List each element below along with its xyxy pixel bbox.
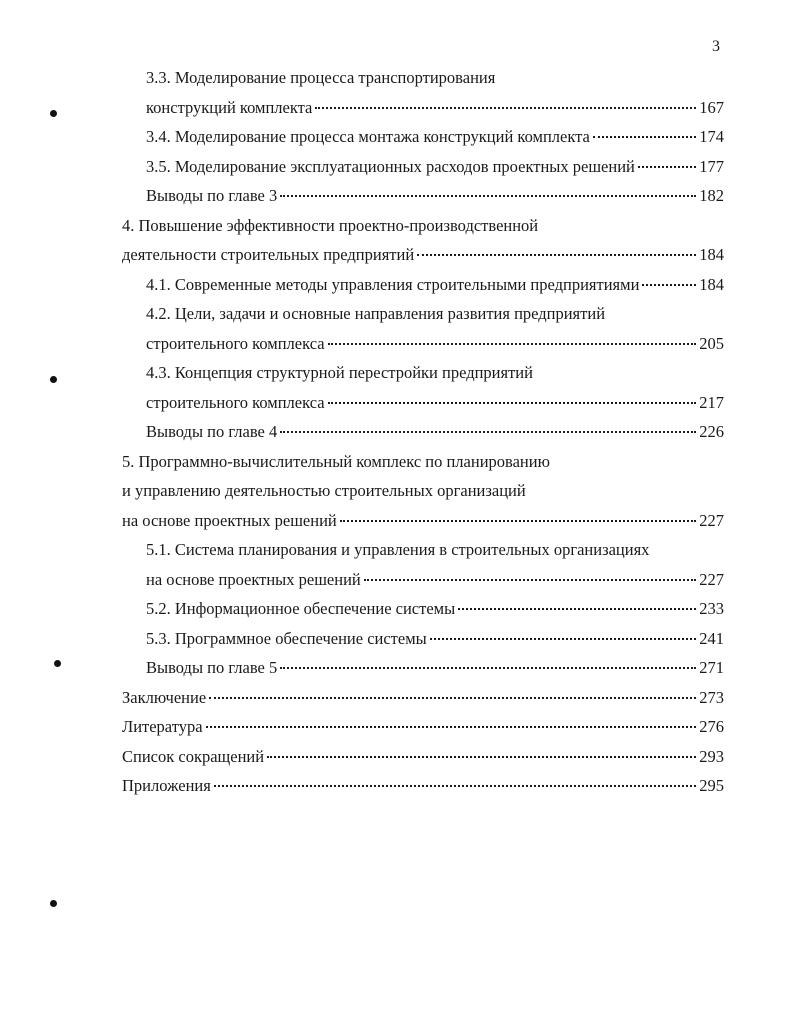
toc-entry-title: Выводы по главе 4 (146, 422, 278, 441)
leader-dots (593, 136, 696, 138)
toc-entry (146, 594, 724, 624)
leader-dots (267, 756, 696, 758)
toc-entry-title: 5.1. Система планирования и управления в строительных организациях (146, 540, 650, 559)
toc-entry-title: 3.3. Моделирование процесса транспортирования (146, 68, 496, 87)
toc-entry (146, 93, 724, 123)
punch-hole-dot (50, 110, 57, 117)
toc-entry (122, 476, 526, 506)
toc-entry (146, 624, 724, 654)
leader-dots (280, 667, 696, 669)
toc-entry (146, 152, 724, 182)
toc-entry (146, 388, 724, 418)
toc-entry-page: 182 (699, 186, 724, 205)
toc-entry-page: 276 (699, 717, 724, 736)
leader-dots (206, 726, 697, 728)
toc-entry-page: 205 (699, 333, 724, 353)
toc-entry-title: Выводы по главе 5 (146, 658, 278, 677)
toc-entry (122, 447, 550, 477)
leader-dots (340, 520, 697, 522)
toc-entry-page: 174 (699, 127, 724, 146)
leader-dots (315, 107, 696, 109)
punch-hole-dot (50, 900, 57, 907)
toc-entry-title: 4. Повышение эффективности проектно-производственной (122, 215, 539, 235)
toc-entry-title: 3.5. Моделирование эксплуатационных расходов проектных решений (146, 156, 635, 176)
page-number: 3 (712, 38, 720, 55)
toc-entry (146, 299, 605, 329)
leader-dots (209, 697, 696, 699)
leader-dots (364, 579, 697, 581)
toc-entry (146, 417, 724, 447)
toc-entry-title: 3.4. Моделирование процесса монтажа конструкций комплекта (146, 127, 590, 146)
toc-entry-title: 4.3. Концепция структурной перестройки предприятий (146, 363, 533, 382)
toc-entry (146, 63, 495, 93)
toc-entry (146, 329, 724, 359)
toc-entry-title: на основе проектных решений (122, 510, 337, 530)
toc-entry-page: 227 (699, 569, 724, 589)
toc-entry-title: Заключение (122, 687, 207, 707)
toc-entry-title: 5.3. Программное обеспечение системы (146, 628, 427, 648)
leader-dots (458, 608, 696, 610)
toc-entry-title: 5. Программно-вычислительный комплекс по планированию (122, 451, 550, 471)
leader-dots (328, 402, 697, 404)
toc-entry-page: 167 (699, 97, 724, 117)
toc-entry-page: 293 (699, 746, 724, 766)
toc-entry (146, 535, 649, 565)
toc-entry-page: 241 (699, 628, 724, 648)
toc-entry (122, 240, 724, 270)
leader-dots (642, 284, 696, 286)
toc-entry (122, 506, 724, 536)
toc-entry-page: 184 (699, 274, 724, 294)
toc-entry-title: 4.2. Цели, задачи и основные направления развития предприятий (146, 304, 606, 323)
toc-entry-title: строительного комплекса (146, 392, 325, 412)
toc-entry-page: 184 (699, 245, 724, 264)
toc-entry-title: конструкций комплекта (146, 97, 313, 117)
toc-entry-title: Литература (122, 717, 203, 736)
toc-entry-page: 233 (699, 599, 724, 618)
toc-entry (122, 742, 724, 772)
toc-entry-page: 227 (699, 510, 724, 530)
toc-entry-title: Список сокращений (122, 746, 265, 766)
toc-entry (146, 181, 724, 211)
leader-dots (214, 785, 696, 787)
toc-entry-page: 271 (699, 658, 724, 677)
leader-dots (417, 254, 696, 256)
leader-dots (280, 195, 696, 197)
toc-entry-title: Приложения (122, 776, 211, 795)
toc-entry (146, 653, 724, 683)
punch-hole-dot (50, 376, 57, 383)
toc-entry-title: 4.1. Современные методы управления строительными предприятиями (146, 274, 640, 294)
toc-entry-page: 217 (699, 392, 724, 412)
toc-entry (122, 683, 724, 713)
leader-dots (328, 343, 697, 345)
toc-entry-title: 5.2. Информационное обеспечение системы (146, 599, 456, 618)
leader-dots (430, 638, 697, 640)
toc-entry (146, 358, 533, 388)
toc-entry (122, 211, 538, 241)
toc-entry-page: 177 (699, 156, 724, 176)
toc-entry (146, 122, 724, 152)
toc-entry-title: деятельности строительных предприятий (122, 245, 415, 264)
toc-entry (146, 270, 724, 300)
toc-entry-title: Выводы по главе 3 (146, 186, 278, 205)
leader-dots (638, 166, 696, 168)
toc-entry (122, 771, 724, 801)
toc-entry-title: строительного комплекса (146, 333, 325, 353)
toc-entry-page: 273 (699, 687, 724, 707)
toc-entry-page: 295 (699, 776, 724, 795)
toc-entry-title: и управлению деятельностью строительных организаций (122, 481, 526, 500)
toc-entry (122, 712, 724, 742)
toc-entry (146, 565, 724, 595)
toc-entry-title: на основе проектных решений (146, 569, 361, 589)
toc-entry-page: 226 (699, 422, 724, 441)
punch-hole-dot (54, 660, 61, 667)
leader-dots (280, 431, 696, 433)
